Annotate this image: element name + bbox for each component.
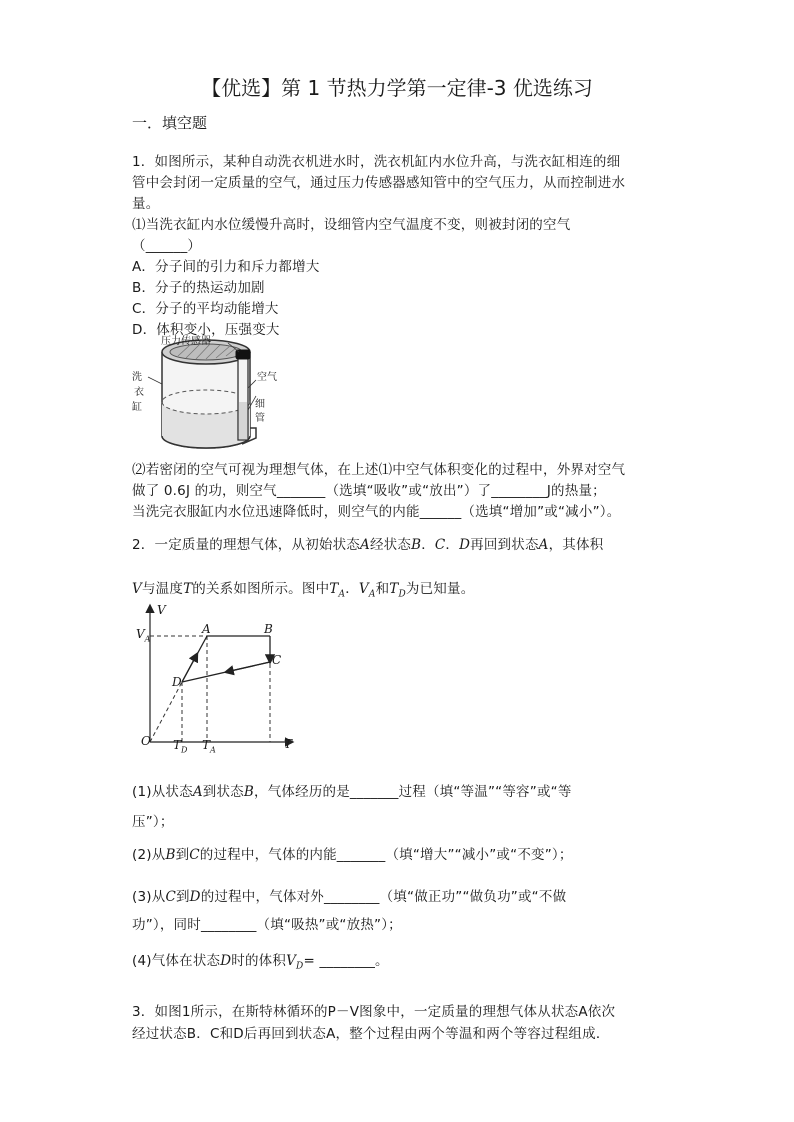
graph-origin-label: O (141, 734, 151, 748)
graph-va-label: $V_A$ (136, 627, 151, 644)
q1-option-c: C．分子的平均动能增大 (132, 301, 279, 317)
fig-tank-label-2: 衣 (134, 387, 144, 398)
graph-point-b: B (264, 622, 273, 636)
q2-sub3-line1: (3)从C到D的过程中，气体对外________（填“做正功”“做负功”或“不做 (132, 889, 567, 905)
q1-sub1-line1: ⑴当洗衣缸内水位缓慢升高时，设细管内空气温度不变，则被封闭的空气 (132, 217, 571, 233)
graph-point-d: D (172, 675, 182, 689)
fig-tube-label-1: 细 (255, 399, 265, 410)
q1-option-d: D．体积变小，压强变大 (132, 322, 280, 338)
q3-line2: 经过状态B．C和D后再回到状态A，整个过程由两个等温和两个等容过程组成． (132, 1026, 610, 1042)
q1-line2: 管中会封闭一定质量的空气，通过压力传感器感知管中的空气压力，从而控制进水 (132, 175, 626, 191)
q2-sub1-line2: 压”）； (132, 814, 174, 830)
q1-sub1-blank: （______） (132, 238, 202, 254)
q1-line1: 1．如图所示，某种自动洗衣机进水时，洗衣机缸内水位升高，与洗衣缸相连的细 (132, 154, 621, 170)
graph-point-a: A (202, 622, 211, 636)
q2-line2: V与温度T的关系如图所示。图中$T_A$．$V_A$和$T_D$为已知量。 (132, 581, 475, 600)
fig-sensor-label: 压力传感器 (161, 336, 211, 347)
q1-option-a: A．分子间的引力和斥力都增大 (132, 259, 320, 275)
washing-machine-figure (130, 332, 290, 456)
q1-sub2-line2: 做了 0.6J 的功，则空气_______（选填“吸收”或“放出”）了________J的热量； (132, 483, 606, 499)
q1-option-b: B．分子的热运动加剧 (132, 280, 265, 296)
q1-sub2-line3: 当洗完衣服缸内水位迅速降低时，则空气的内能______（选填“增加”或“减小”）。 (132, 504, 621, 520)
q2-sub1-line1: (1)从状态A到状态B，气体经历的是_______过程（填“等温”“等容”或“等 (132, 784, 572, 800)
q3-line1: 3．如图1所示，在斯特林循环的P－V图象中，一定质量的理想气体从状态A依次 (132, 1004, 616, 1020)
q2-sub3-line2: 功”），同时________（填“吸热”或“放热”）； (132, 917, 402, 933)
graph-point-c: C (272, 653, 282, 667)
q1-line3: 量。 (132, 196, 160, 212)
vt-graph (130, 600, 305, 760)
fig-tube-label-2: 管 (255, 413, 265, 424)
graph-t-axis-label: T (284, 737, 293, 751)
section-heading: 一．填空题 (132, 114, 208, 132)
graph-v-axis-label: V (157, 603, 166, 617)
q2-sub4: (4)气体在状态D时的体积$V_D=$ ________。 (132, 953, 389, 972)
q1-sub2-line1: ⑵若密闭的空气可视为理想气体，在上述⑴中空气体积变化的过程中，外界对空气 (132, 462, 626, 478)
fig-air-label: 空气 (257, 372, 277, 383)
fig-tank-label-3: 缸 (132, 402, 142, 413)
page-title: 【优选】第 1 节热力学第一定律-3 优选练习 (201, 76, 593, 100)
graph-ta-label: $T_A$ (202, 738, 216, 755)
graph-td-label: $T_D$ (173, 738, 188, 755)
fig-tank-label-1: 洗 (132, 372, 142, 383)
q2-line1: 2．一定质量的理想气体，从初始状态A经状态B．C．D再回到状态A，其体积 (132, 537, 604, 553)
q2-sub2: (2)从B到C的过程中，气体的内能_______（填“增大”“减小”或“不变”）； (132, 847, 573, 863)
